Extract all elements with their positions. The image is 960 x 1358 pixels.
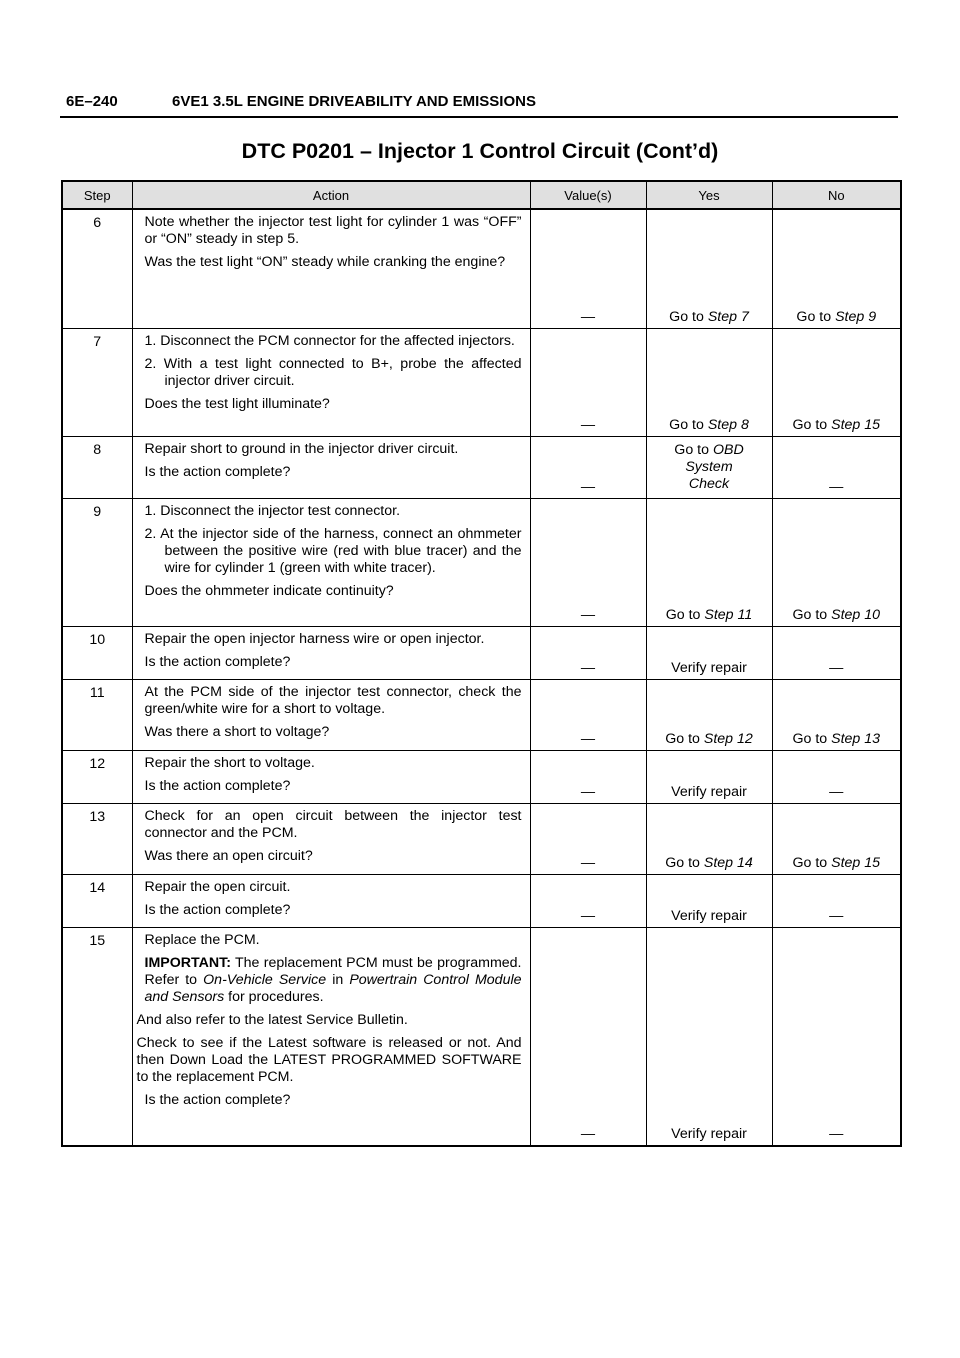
step-link[interactable]: Step 7 (707, 308, 749, 325)
step-number: 12 (62, 750, 132, 803)
yes-cell (646, 328, 772, 436)
action-cell (132, 498, 530, 626)
value-cell: — (530, 436, 646, 498)
table-row (62, 679, 901, 750)
action-text: And also refer to the latest Service Bulletin. (136, 1011, 408, 1028)
action-text: Repair the short to voltage. (144, 754, 315, 771)
step-number: 13 (62, 803, 132, 874)
no-cell: — (772, 626, 901, 679)
action-question: Is the action complete? (144, 653, 291, 670)
table-row (62, 209, 901, 328)
action-cell (132, 927, 530, 1146)
page-number: 6E–240 (66, 93, 118, 110)
table-row (62, 750, 901, 803)
goto-prefix: Go to (665, 606, 701, 623)
table-row (62, 328, 901, 436)
value-cell: — (530, 874, 646, 927)
action-list-item: 1. Disconnect the injector test connector. (144, 502, 401, 519)
table-row (62, 498, 901, 626)
action-question: Does the ohmmeter indicate continuity? (144, 582, 394, 599)
action-text: Repair the open circuit. (144, 878, 291, 895)
no-cell (772, 679, 901, 750)
no-cell: — (772, 927, 901, 1146)
yes-cell (646, 436, 772, 498)
obd-link[interactable]: OBD (712, 441, 744, 458)
step-link[interactable]: Step 11 (704, 606, 753, 623)
action-text: Check to see if the Latest software is released or not. And then Down Load the LATEST PROGRAMMED SOFTWARE to the replacement PCM. (136, 1034, 522, 1085)
important-text: in (332, 971, 344, 988)
action-question: Was there an open circuit? (144, 847, 313, 864)
yes-cell (646, 498, 772, 626)
action-cell (132, 436, 530, 498)
action-cell (132, 209, 530, 328)
column-header-step: Step (62, 181, 132, 209)
action-text: At the PCM side of the injector test connector, check the green/white wire for a short to voltage. (144, 683, 522, 717)
action-cell (132, 874, 530, 927)
no-cell: — (772, 874, 901, 927)
table-header-row (62, 181, 901, 209)
value-cell: — (530, 626, 646, 679)
goto-prefix: Go to (665, 730, 700, 747)
goto-prefix: Go to (792, 854, 828, 871)
reference-title[interactable]: On-Vehicle Service (203, 971, 327, 988)
yes-cell: Verify repair (646, 750, 772, 803)
action-cell (132, 328, 530, 436)
step-link[interactable]: Step 15 (831, 854, 881, 871)
no-cell (772, 498, 901, 626)
value-cell: — (530, 498, 646, 626)
goto-prefix: Go to (792, 416, 828, 433)
action-question: Was the test light “ON” steady while cranking the engine? (144, 254, 506, 270)
action-list-item: 2. At the injector side of the harness, connect an ohmmeter between the positive wire (red with blue tracer) and the wire for cylinder 1 (green with white tracer). (144, 525, 522, 576)
value-cell: — (530, 750, 646, 803)
yes-cell: Verify repair (646, 874, 772, 927)
value-cell: — (530, 209, 646, 328)
step-number: 14 (62, 874, 132, 927)
column-header-action: Action (132, 181, 530, 209)
step-link[interactable]: Step 15 (831, 416, 881, 433)
step-number: 8 (62, 436, 132, 498)
action-text: Repair short to ground in the injector driver circuit. (144, 440, 459, 457)
step-link[interactable]: Step 13 (831, 730, 881, 747)
action-question: Does the test light illuminate? (144, 395, 330, 412)
step-number: 6 (62, 209, 132, 328)
no-cell: — (772, 436, 901, 498)
page-title: DTC P0201 – Injector 1 Control Circuit (Cont’d) (241, 139, 719, 163)
step-link[interactable]: Step 12 (703, 730, 753, 747)
value-cell: — (530, 679, 646, 750)
important-text: for procedures. (228, 988, 324, 1005)
action-text: Note whether the injector test light for cylinder 1 was “OFF” or “ON” steady in step 5. (144, 214, 522, 247)
step-link[interactable]: Step 14 (703, 854, 753, 871)
value-cell: — (530, 927, 646, 1146)
header-rule (60, 116, 898, 118)
table-row (62, 803, 901, 874)
step-number: 15 (62, 927, 132, 1146)
goto-prefix: Go to (674, 441, 709, 458)
yes-cell (646, 679, 772, 750)
step-number: 11 (62, 679, 132, 750)
action-text: Replace the PCM. (144, 931, 260, 948)
yes-cell: Verify repair (646, 626, 772, 679)
action-text: Repair the open injector harness wire or open injector. (144, 630, 485, 647)
column-header-no: No (772, 181, 901, 209)
table-row (62, 436, 901, 498)
action-question: Is the action complete? (144, 463, 291, 480)
goto-prefix: Go to (796, 308, 832, 325)
yes-cell: Verify repair (646, 927, 772, 1146)
table-row (62, 874, 901, 927)
goto-prefix: Go to (669, 308, 704, 325)
action-question: Is the action complete? (144, 777, 291, 794)
action-cell (132, 750, 530, 803)
table-row (62, 626, 901, 679)
important-note (145, 955, 522, 1006)
table-row (62, 927, 901, 1146)
value-cell: — (530, 328, 646, 436)
step-link[interactable]: Step 9 (835, 308, 877, 325)
goto-prefix: Go to (792, 730, 828, 747)
obd-link[interactable]: Check (688, 475, 730, 492)
action-cell (132, 803, 530, 874)
yes-cell (646, 803, 772, 874)
action-cell (132, 626, 530, 679)
action-question: Is the action complete? (144, 901, 291, 918)
column-header-yes: Yes (646, 181, 772, 209)
value-cell: — (530, 803, 646, 874)
step-number: 9 (62, 498, 132, 626)
yes-cell (646, 209, 772, 328)
action-list-item: 2. With a test light connected to B+, probe the affected injector driver circuit. (144, 355, 522, 389)
step-number: 10 (62, 626, 132, 679)
step-link[interactable]: Step 8 (707, 416, 749, 433)
column-header-values: Value(s) (530, 181, 646, 209)
important-text: The replacement PCM must be programmed. Refer to (144, 954, 522, 988)
action-text: Check for an open circuit between the injector test connector and the PCM. (144, 807, 522, 841)
action-question: Was there a short to voltage? (144, 723, 330, 740)
goto-prefix: Go to (792, 606, 828, 623)
action-cell (132, 679, 530, 750)
section-title: 6VE1 3.5L ENGINE DRIVEABILITY AND EMISSIONS (172, 93, 536, 110)
no-cell (772, 803, 901, 874)
goto-prefix: Go to (669, 416, 704, 433)
action-question: Is the action complete? (144, 1091, 291, 1108)
step-number: 7 (62, 328, 132, 436)
goto-prefix: Go to (665, 854, 700, 871)
no-cell (772, 209, 901, 328)
step-link[interactable]: Step 10 (831, 606, 881, 623)
no-cell (772, 328, 901, 436)
obd-link[interactable]: System (685, 458, 733, 475)
no-cell: — (772, 750, 901, 803)
action-list-item: 1. Disconnect the PCM connector for the affected injectors. (144, 332, 515, 349)
important-label: IMPORTANT: (144, 954, 231, 971)
reference-title[interactable]: Powertrain Control Module and Sensors (144, 971, 522, 1005)
diagnostic-table (61, 180, 902, 1147)
